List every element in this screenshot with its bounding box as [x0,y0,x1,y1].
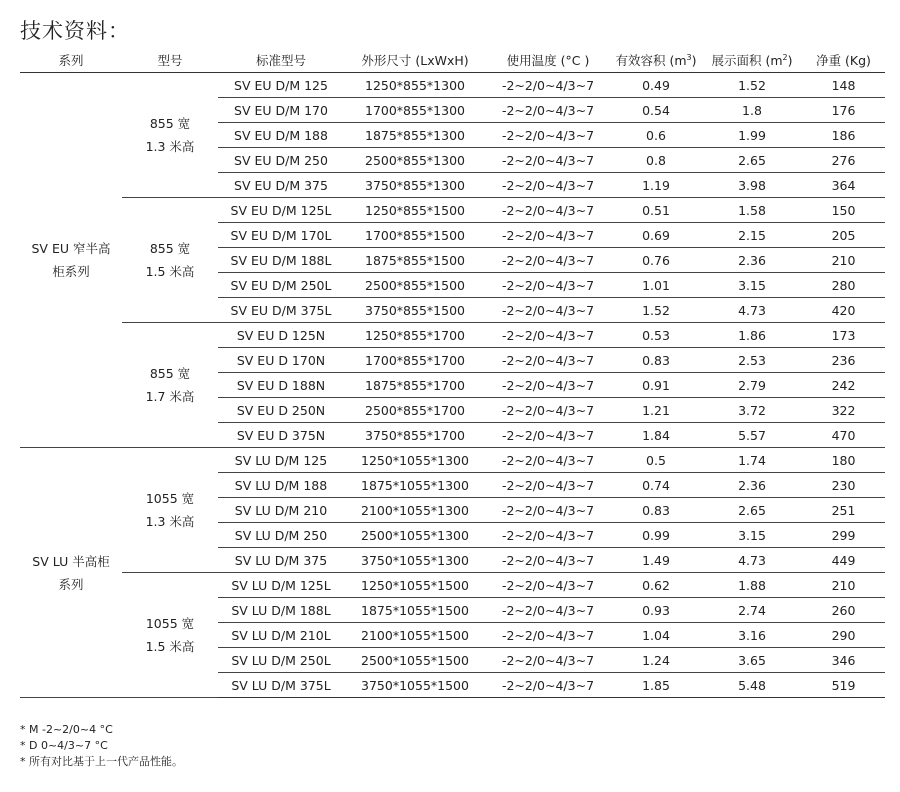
temperature-cell: -2~2/0~4/3~7 [486,448,610,473]
group-width-label: 855 宽 [149,241,191,256]
dimensions-cell: 3750*1055*1500 [344,673,486,698]
group-label [122,198,218,323]
header-series: 系列 [20,47,122,73]
temperature-cell: -2~2/0~4/3~7 [486,598,610,623]
group-width-label: 1055 宽 [145,491,195,506]
dimensions-cell: 1250*1055*1300 [344,448,486,473]
volume-cell: 1.49 [610,548,702,573]
weight-cell: 280 [802,273,885,298]
weight-cell: 299 [802,523,885,548]
model-cell: SV LU D/M 125L [218,573,344,598]
temperature-cell: -2~2/0~4/3~7 [486,323,610,348]
weight-cell: 420 [802,298,885,323]
model-cell: SV EU D 250N [218,398,344,423]
display-area-cell: 3.72 [702,398,802,423]
dimensions-cell: 2500*855*1300 [344,148,486,173]
group-label [122,323,218,448]
table-body [20,73,885,698]
table-row [20,573,885,598]
weight-cell: 148 [802,73,885,98]
weight-cell: 176 [802,98,885,123]
table-row [20,323,885,348]
temperature-cell: -2~2/0~4/3~7 [486,423,610,448]
series-name-line2: 柜系列 [52,264,90,279]
header-standard-model: 标准型号 [218,47,344,73]
model-cell: SV EU D/M 375L [218,298,344,323]
series-name [20,448,122,698]
temperature-cell: -2~2/0~4/3~7 [486,248,610,273]
header-dimensions: 外形尺寸 (LxWxH) [344,47,486,73]
temperature-cell: -2~2/0~4/3~7 [486,648,610,673]
model-cell: SV LU D/M 250L [218,648,344,673]
volume-cell: 0.83 [610,348,702,373]
display-area-cell: 3.98 [702,173,802,198]
temperature-cell: -2~2/0~4/3~7 [486,173,610,198]
group-height-label: 1.3 米高 [145,139,195,154]
model-cell: SV LU D/M 250 [218,523,344,548]
dimensions-cell: 2500*1055*1300 [344,523,486,548]
group-height-label: 1.7 米高 [145,389,195,404]
display-area-cell: 4.73 [702,548,802,573]
volume-cell: 0.99 [610,523,702,548]
volume-cell: 0.91 [610,373,702,398]
model-cell: SV EU D/M 125L [218,198,344,223]
group-width-label: 855 宽 [149,366,191,381]
display-area-cell: 1.52 [702,73,802,98]
model-cell: SV EU D 375N [218,423,344,448]
model-cell: SV LU D/M 375 [218,548,344,573]
temperature-cell: -2~2/0~4/3~7 [486,523,610,548]
header-volume [610,47,702,73]
volume-cell: 0.62 [610,573,702,598]
display-area-cell: 1.8 [702,98,802,123]
dimensions-cell: 1700*855*1300 [344,98,486,123]
volume-cell: 0.53 [610,323,702,348]
display-area-cell: 2.74 [702,598,802,623]
dimensions-cell: 1875*1055*1300 [344,473,486,498]
dimensions-cell: 1700*855*1500 [344,223,486,248]
volume-cell: 0.76 [610,248,702,273]
temperature-cell: -2~2/0~4/3~7 [486,673,610,698]
dimensions-cell: 2500*1055*1500 [344,648,486,673]
dimensions-cell: 1250*855*1500 [344,198,486,223]
volume-cell: 1.21 [610,398,702,423]
dimensions-cell: 2500*855*1500 [344,273,486,298]
model-cell: SV EU D 125N [218,323,344,348]
volume-cell: 1.84 [610,423,702,448]
weight-cell: 251 [802,498,885,523]
temperature-cell: -2~2/0~4/3~7 [486,398,610,423]
dimensions-cell: 3750*855*1700 [344,423,486,448]
volume-cell: 1.52 [610,298,702,323]
footnote-comparison: * 所有对比基于上一代产品性能。 [20,755,183,768]
weight-cell: 150 [802,198,885,223]
display-area-cell: 3.15 [702,523,802,548]
dimensions-cell: 1875*855*1700 [344,373,486,398]
dimensions-cell: 1700*855*1700 [344,348,486,373]
temperature-cell: -2~2/0~4/3~7 [486,98,610,123]
volume-cell: 0.51 [610,198,702,223]
table-header [20,47,885,73]
header-display-close: ) [787,52,793,68]
series-name-line1: SV EU 窄半高 [31,241,111,256]
table-row [20,198,885,223]
display-area-cell: 2.36 [702,473,802,498]
display-area-cell: 1.99 [702,123,802,148]
group-height-label: 1.5 米高 [145,264,195,279]
weight-cell: 449 [802,548,885,573]
weight-cell: 173 [802,323,885,348]
group-height-label: 1.3 米高 [145,514,195,529]
display-area-cell: 2.65 [702,498,802,523]
model-cell: SV EU D/M 170L [218,223,344,248]
display-area-cell: 3.65 [702,648,802,673]
weight-cell: 242 [802,373,885,398]
model-cell: SV EU D 170N [218,348,344,373]
volume-cell: 0.8 [610,148,702,173]
weight-cell: 346 [802,648,885,673]
weight-cell: 364 [802,173,885,198]
volume-cell: 0.54 [610,98,702,123]
temperature-cell: -2~2/0~4/3~7 [486,273,610,298]
dimensions-cell: 1875*855*1500 [344,248,486,273]
weight-cell: 210 [802,248,885,273]
weight-cell: 180 [802,448,885,473]
model-cell: SV EU D/M 250L [218,273,344,298]
display-area-cell: 3.15 [702,273,802,298]
dimensions-cell: 3750*855*1300 [344,173,486,198]
dimensions-cell: 1250*1055*1500 [344,573,486,598]
footnotes [20,722,183,770]
display-area-cell: 5.48 [702,673,802,698]
footnote-m: * M -2~2/0~4 °C [20,723,113,736]
weight-cell: 230 [802,473,885,498]
header-display-sup: 2 [782,52,788,62]
model-cell: SV EU D/M 170 [218,98,344,123]
temperature-cell: -2~2/0~4/3~7 [486,548,610,573]
model-cell: SV LU D/M 188 [218,473,344,498]
display-area-cell: 3.16 [702,623,802,648]
volume-cell: 1.01 [610,273,702,298]
model-cell: SV EU D/M 125 [218,73,344,98]
header-display-text: 展示面积 (m [711,52,783,68]
dimensions-cell: 2100*1055*1300 [344,498,486,523]
display-area-cell: 5.57 [702,423,802,448]
dimensions-cell: 1250*855*1300 [344,73,486,98]
model-cell: SV EU D/M 375 [218,173,344,198]
weight-cell: 290 [802,623,885,648]
dimensions-cell: 3750*1055*1300 [344,548,486,573]
model-cell: SV LU D/M 210 [218,498,344,523]
model-cell: SV EU D/M 250 [218,148,344,173]
volume-cell: 0.74 [610,473,702,498]
display-area-cell: 4.73 [702,298,802,323]
volume-cell: 0.6 [610,123,702,148]
model-cell: SV EU D/M 188L [218,248,344,273]
model-cell: SV LU D/M 210L [218,623,344,648]
display-area-cell: 2.53 [702,348,802,373]
group-width-label: 1055 宽 [145,616,195,631]
group-width-label: 855 宽 [149,116,191,131]
footnote-d: * D 0~4/3~7 °C [20,739,108,752]
weight-cell: 519 [802,673,885,698]
group-label [122,573,218,698]
dimensions-cell: 2100*1055*1500 [344,623,486,648]
dimensions-cell: 3750*855*1500 [344,298,486,323]
volume-cell: 0.93 [610,598,702,623]
model-cell: SV LU D/M 375L [218,673,344,698]
dimensions-cell: 1250*855*1700 [344,323,486,348]
temperature-cell: -2~2/0~4/3~7 [486,198,610,223]
temperature-cell: -2~2/0~4/3~7 [486,123,610,148]
temperature-cell: -2~2/0~4/3~7 [486,223,610,248]
weight-cell: 260 [802,598,885,623]
display-area-cell: 2.15 [702,223,802,248]
series-name-line1: SV LU 半高柜 [32,553,110,569]
display-area-cell: 2.79 [702,373,802,398]
volume-cell: 1.04 [610,623,702,648]
weight-cell: 470 [802,423,885,448]
dimensions-cell: 2500*855*1700 [344,398,486,423]
weight-cell: 276 [802,148,885,173]
group-label [122,73,218,198]
series-name-line2: 系列 [58,576,84,592]
temperature-cell: -2~2/0~4/3~7 [486,498,610,523]
display-area-cell: 2.65 [702,148,802,173]
page-title: 技术资料： [20,19,130,43]
table-row [20,448,885,473]
model-cell: SV LU D/M 188L [218,598,344,623]
temperature-cell: -2~2/0~4/3~7 [486,148,610,173]
dimensions-cell: 1875*855*1300 [344,123,486,148]
spec-table [20,47,885,698]
volume-cell: 1.19 [610,173,702,198]
volume-cell: 0.83 [610,498,702,523]
volume-cell: 0.49 [610,73,702,98]
weight-cell: 210 [802,573,885,598]
header-volume-close: ) [691,52,697,68]
weight-cell: 186 [802,123,885,148]
display-area-cell: 1.74 [702,448,802,473]
weight-cell: 322 [802,398,885,423]
weight-cell: 205 [802,223,885,248]
dimensions-cell: 1875*1055*1500 [344,598,486,623]
header-display-area [702,47,802,73]
model-cell: SV EU D 188N [218,373,344,398]
model-cell: SV EU D/M 188 [218,123,344,148]
header-weight: 净重 (Kg) [802,47,885,73]
display-area-cell: 2.36 [702,248,802,273]
group-height-label: 1.5 米高 [145,639,195,654]
temperature-cell: -2~2/0~4/3~7 [486,623,610,648]
series-name [20,73,122,448]
temperature-cell: -2~2/0~4/3~7 [486,348,610,373]
volume-cell: 0.5 [610,448,702,473]
display-area-cell: 1.88 [702,573,802,598]
volume-cell: 1.24 [610,648,702,673]
temperature-cell: -2~2/0~4/3~7 [486,298,610,323]
header-volume-text: 有效容积 (m [615,52,687,68]
table-row [20,73,885,98]
temperature-cell: -2~2/0~4/3~7 [486,473,610,498]
display-area-cell: 1.58 [702,198,802,223]
weight-cell: 236 [802,348,885,373]
header-temperature: 使用温度 (°C ) [486,47,610,73]
volume-cell: 0.69 [610,223,702,248]
volume-cell: 1.85 [610,673,702,698]
header-volume-sup: 3 [686,52,692,62]
display-area-cell: 1.86 [702,323,802,348]
header-row [20,47,885,73]
temperature-cell: -2~2/0~4/3~7 [486,373,610,398]
model-cell: SV LU D/M 125 [218,448,344,473]
temperature-cell: -2~2/0~4/3~7 [486,73,610,98]
temperature-cell: -2~2/0~4/3~7 [486,573,610,598]
header-model-type: 型号 [122,47,218,73]
group-label [122,448,218,573]
